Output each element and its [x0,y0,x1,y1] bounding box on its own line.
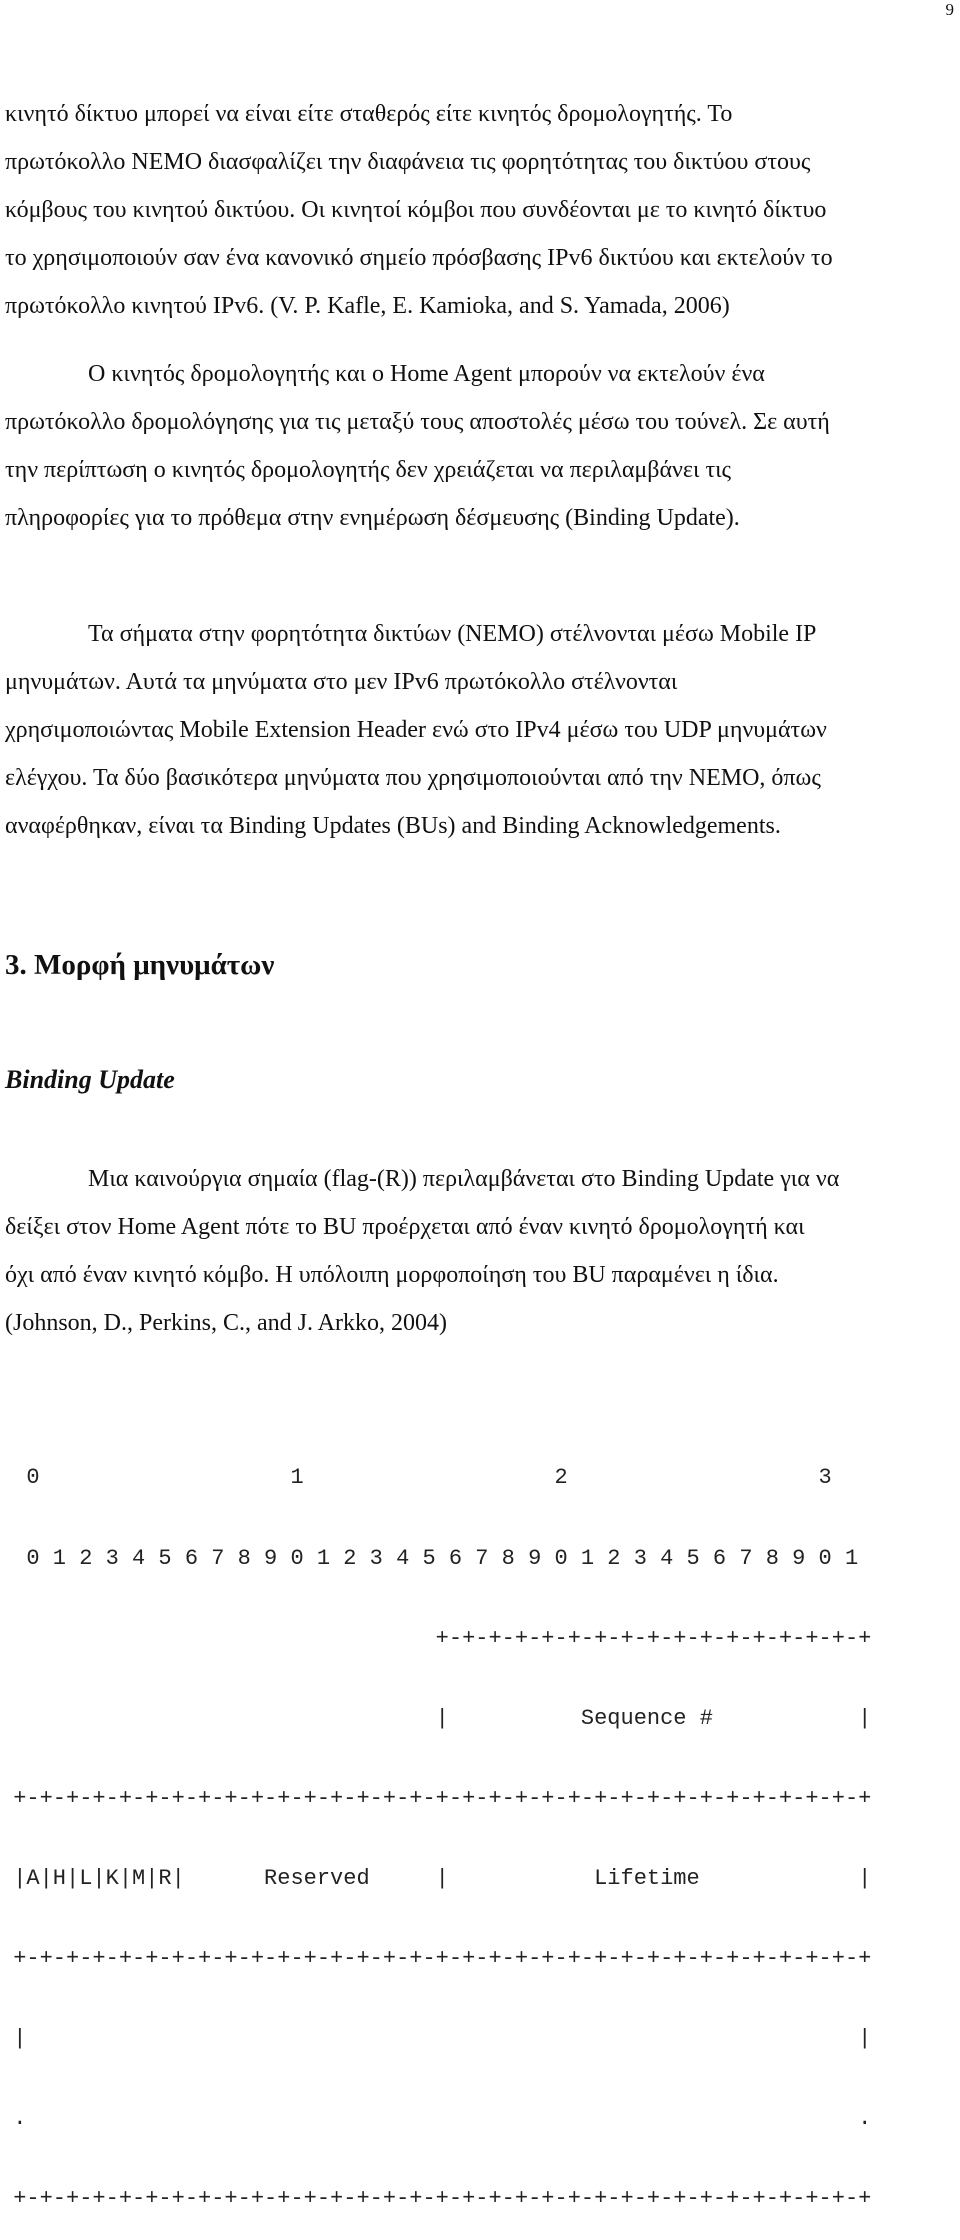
text-line: χρησιμοποιώντας Mobile Extension Header ενώ στο IPv4 μέσω του UDP μηνυμάτων [5,717,827,743]
diagram-line: +-+-+-+-+-+-+-+-+-+-+-+-+-+-+-+-+ [0,1625,872,1651]
text-line: κόμβους του κινητού δικτύου. Οι κινητοί κόμβοι που συνδέονται με το κινητό δίκτυο [5,197,827,223]
text-line: Μια καινούργια σημαία (flag-(R)) περιλαμβάνεται στο Binding Update για να [88,1166,840,1192]
diagram-line: 0 1 2 3 4 5 6 7 8 9 0 1 2 3 4 5 6 7 8 9 0 1 2 3 4 5 6 7 8 9 0 1 [0,1545,859,1571]
diagram-line: | | [0,2026,872,2052]
text-line: όχι από έναν κινητό κόμβο. Η υπόλοιπη μορφοποίηση του BU παραμένει η ίδια. [5,1262,779,1288]
paragraph-home-agent [5,350,955,542]
text-line: πρωτόκολλο NEMO διασφαλίζει την διαφάνεια τις φορητότητας του δικτύου στους [5,149,811,175]
page-number: 9 [945,0,954,19]
diagram-line: +-+-+-+-+-+-+-+-+-+-+-+-+-+-+-+-+-+-+-+-+-+-+-+-+-+-+-+-+-+-+-+-+ [0,2186,872,2212]
text-line: Τα σήματα στην φορητότητα δικτύων (NEMO) στέλνονται μέσω Mobile IP [88,621,817,647]
text-line: μηνυμάτων. Αυτά τα μηνύματα στο μεν IPv6 πρωτόκολλο στέλνονται [5,669,678,695]
diagram-line: . . [0,2106,872,2132]
paragraph-nemo-signals [5,610,955,850]
text-line: πληροφορίες για το πρόθεμα στην ενημέρωση δέσμευσης (Binding Update). [5,505,740,531]
binding-update-format-diagram [0,1412,960,2212]
text-line: Ο κινητός δρομολογητής και ο Home Agent μπορούν να εκτελούν ένα [88,361,765,387]
subsection-heading: Binding Update [5,1065,175,1094]
paragraph-binding-update [5,1155,955,1347]
diagram-line: 0 1 2 3 [0,1465,832,1491]
text-line: πρωτόκολλο δρομολόγησης για τις μεταξύ τους αποστολές μέσω του τούνελ. Σε αυτή [5,409,830,435]
diagram-line: |A|H|L|K|M|R| Reserved | Lifetime | [0,1865,872,1891]
text-line: το χρησιμοποιούν σαν ένα κανονικό σημείο πρόσβασης IPv6 δικτύου και εκτελούν το [5,245,833,271]
diagram-line: | Sequence # | [0,1705,872,1731]
diagram-line: +-+-+-+-+-+-+-+-+-+-+-+-+-+-+-+-+-+-+-+-+-+-+-+-+-+-+-+-+-+-+-+-+ [0,1945,872,1971]
text-line: κινητό δίκτυο μπορεί να είναι είτε σταθερός είτε κινητός δρομολογητής. Το [5,101,733,127]
diagram-line: +-+-+-+-+-+-+-+-+-+-+-+-+-+-+-+-+-+-+-+-+-+-+-+-+-+-+-+-+-+-+-+-+ [0,1785,872,1811]
text-line: πρωτόκολλο κινητού IPv6. (V. P. Kafle, E. Kamioka, and S. Yamada, 2006) [5,293,730,319]
text-line: δείξει στον Home Agent πότε το BU προέρχεται από έναν κινητό δρομολογητή και [5,1214,805,1240]
paragraph-nemo-intro [5,90,955,330]
text-line: την περίπτωση ο κινητός δρομολογητής δεν χρειάζεται να περιλαμβάνει τις [5,457,732,483]
section-heading: 3. Μορφή μηνυμάτων [5,949,275,981]
text-line: αναφέρθηκαν, είναι τα Binding Updates (BUs) and Binding Acknowledgements. [5,813,781,839]
text-line: ελέγχου. Τα δύο βασικότερα μηνύματα που χρησιμοποιούνται από την NEMO, όπως [5,765,821,791]
text-line: (Johnson, D., Perkins, C., and J. Arkko, 2004) [5,1310,447,1336]
